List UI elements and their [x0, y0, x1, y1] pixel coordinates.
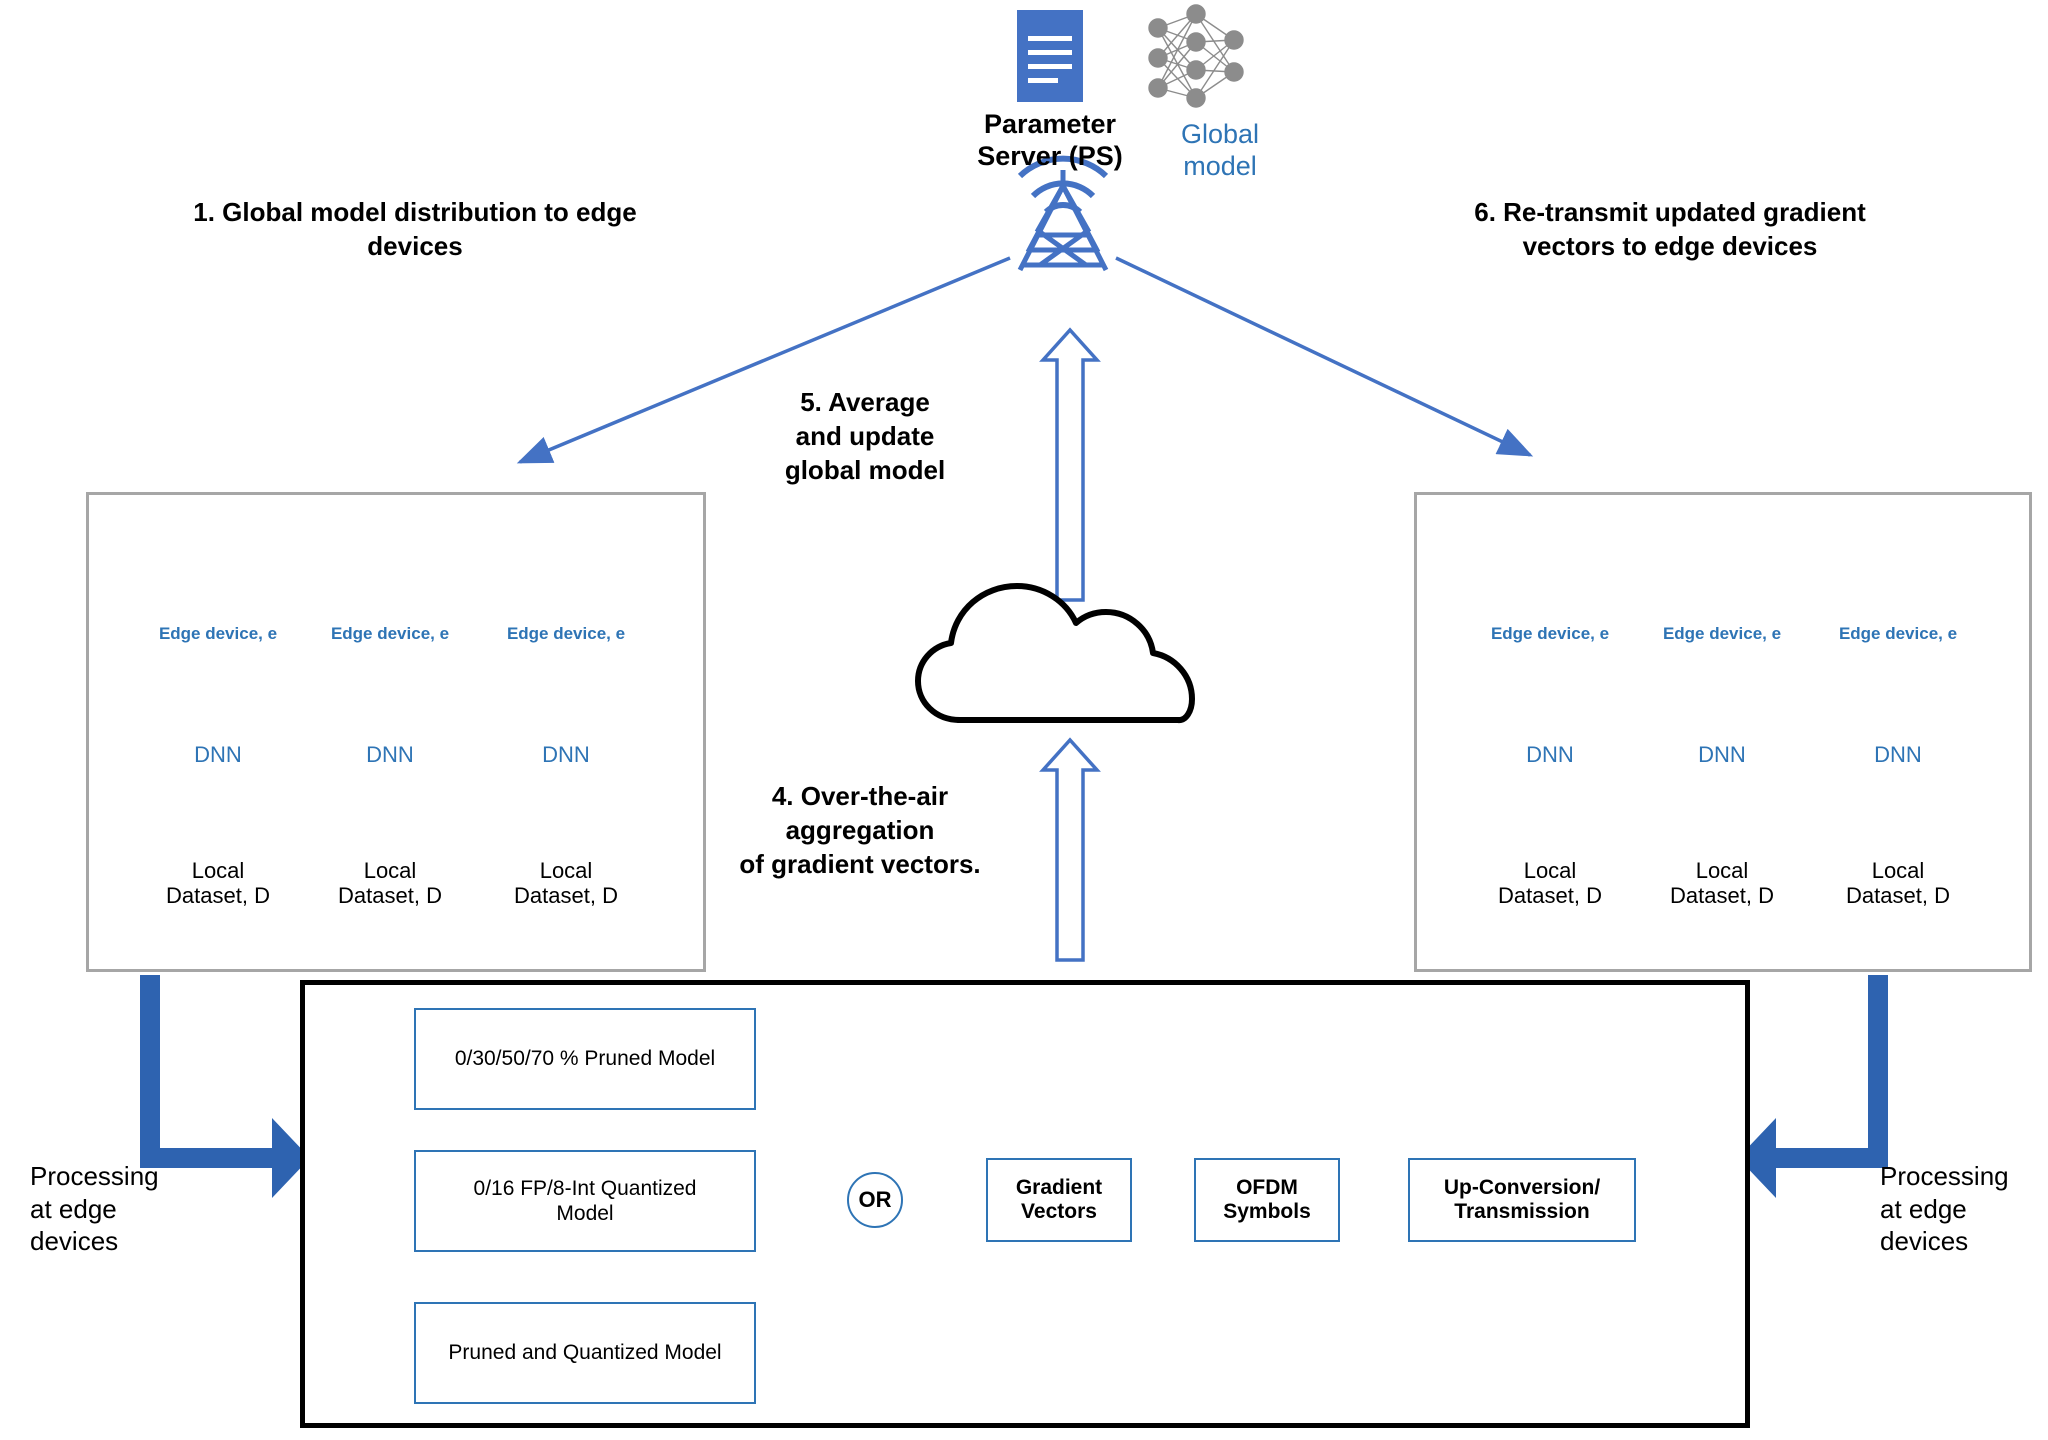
quantized-model-line1: 0/16 FP/8-Int Quantized: [473, 1176, 697, 1200]
neural-network-icon: [1149, 5, 1243, 107]
parameter-server-label-line1: Parameter: [983, 109, 1117, 139]
ofdm-symbols-line1: OFDM: [1236, 1175, 1298, 1199]
document-icon: [1017, 10, 1083, 102]
local-dataset-line2: Dataset, D: [166, 883, 270, 909]
left-device-2: [310, 620, 470, 644]
step-5-line3: global model: [784, 454, 946, 485]
edge-device-caption: Edge device, e: [1490, 624, 1610, 643]
edge-device-caption: Edge device, e: [330, 624, 450, 643]
left-processing-label: [30, 1160, 230, 1258]
step-6-label: [1390, 196, 1950, 264]
gradient-vectors-line2: Vectors: [1021, 1200, 1097, 1223]
dnn-label: DNN: [194, 742, 242, 767]
local-dataset-line2: Dataset, D: [1498, 883, 1602, 909]
arrow-right-processing: [1738, 975, 1888, 1198]
step-1-line1: 1. Global model distribution to edge: [193, 197, 637, 227]
local-dataset-label: [1642, 858, 1802, 909]
right-device-2: [1642, 620, 1802, 644]
local-dataset-line1: Local: [1523, 858, 1577, 883]
dnn-label: DNN: [1526, 742, 1574, 767]
global-model-label-line1: Global: [1180, 119, 1260, 149]
parameter-server-label: [930, 108, 1170, 173]
step-5-label: [740, 386, 990, 487]
left-processing-line2: at edge: [30, 1193, 117, 1224]
ofdm-symbols-box[interactable]: [1194, 1158, 1340, 1242]
local-dataset-line1: Local: [539, 858, 593, 883]
local-dataset-label: [486, 858, 646, 909]
local-dataset-line1: Local: [363, 858, 417, 883]
edge-device-caption: Edge device, e: [1662, 624, 1782, 643]
quantized-model-line2: Model: [556, 1202, 614, 1225]
up-conversion-line1: Up-Conversion/: [1443, 1175, 1601, 1199]
or-gate: [847, 1172, 903, 1228]
step-4-line1: 4. Over-the-air: [771, 781, 949, 811]
left-processing-line3: devices: [30, 1226, 119, 1256]
cloud-icon: [918, 586, 1192, 720]
right-processing-line3: devices: [1880, 1226, 1969, 1256]
or-label: OR: [858, 1187, 892, 1212]
dnn-label: DNN: [366, 742, 414, 767]
arrow-ps-to-right-devices: [1116, 258, 1530, 455]
global-model-label-line2: model: [1183, 151, 1257, 182]
step-4-line3: of gradient vectors.: [739, 848, 981, 879]
pruned-quantized-model-label: Pruned and Quantized Model: [448, 1341, 722, 1365]
up-conversion-box[interactable]: [1408, 1158, 1636, 1242]
right-processing-line1: Processing: [1880, 1161, 2009, 1191]
edge-device-caption: Edge device, e: [1838, 624, 1958, 643]
left-device-3: [486, 620, 646, 644]
step-5-line1: 5. Average: [800, 387, 930, 417]
dnn-label: DNN: [1698, 742, 1746, 767]
dnn-label: DNN: [542, 742, 590, 767]
gradient-vectors-line1: Gradient: [1015, 1175, 1103, 1199]
arrow-cloud-to-ps: [1043, 330, 1097, 600]
global-model-label: [1140, 118, 1300, 183]
step-5-line2: and update: [795, 420, 935, 451]
right-device-3: [1818, 620, 1978, 644]
local-dataset-label: [310, 858, 470, 909]
step-4-line2: aggregation: [785, 814, 935, 845]
step-1-line2: devices: [367, 230, 463, 261]
step-1-label: [130, 196, 700, 264]
local-dataset-line1: Local: [1871, 858, 1925, 883]
edge-device-caption: Edge device, e: [506, 624, 626, 643]
step-6-line2: vectors to edge devices: [1522, 230, 1818, 261]
local-dataset-line2: Dataset, D: [514, 883, 618, 909]
pruned-model-label: 0/30/50/70 % Pruned Model: [454, 1047, 716, 1071]
step-4-label: [700, 780, 1020, 881]
pruned-model-box[interactable]: [414, 1008, 756, 1110]
cell-tower-icon: [1020, 159, 1106, 270]
local-dataset-line2: Dataset, D: [1846, 883, 1950, 909]
local-dataset-line2: Dataset, D: [1670, 883, 1774, 909]
step-6-line1: 6. Re-transmit updated gradient: [1474, 197, 1866, 227]
right-device-1: [1470, 620, 1630, 644]
local-dataset-label: [1470, 858, 1630, 909]
right-processing-label: [1880, 1160, 2048, 1258]
gradient-vectors-box[interactable]: [986, 1158, 1132, 1242]
quantized-model-box[interactable]: [414, 1150, 756, 1252]
pruned-quantized-model-box[interactable]: [414, 1302, 756, 1404]
left-device-1: [138, 620, 298, 644]
up-conversion-line2: Transmission: [1454, 1200, 1590, 1223]
local-dataset-line2: Dataset, D: [338, 883, 442, 909]
local-dataset-label: [1818, 858, 1978, 909]
local-dataset-line1: Local: [191, 858, 245, 883]
edge-device-caption: Edge device, e: [158, 624, 278, 643]
dnn-label: DNN: [1874, 742, 1922, 767]
ofdm-symbols-line2: Symbols: [1223, 1200, 1311, 1223]
parameter-server-label-line2: Server (PS): [977, 141, 1123, 172]
local-dataset-label: [138, 858, 298, 909]
right-processing-line2: at edge: [1880, 1193, 1967, 1224]
left-processing-line1: Processing: [30, 1161, 159, 1191]
local-dataset-line1: Local: [1695, 858, 1749, 883]
arrow-edge-to-cloud: [1043, 740, 1097, 960]
